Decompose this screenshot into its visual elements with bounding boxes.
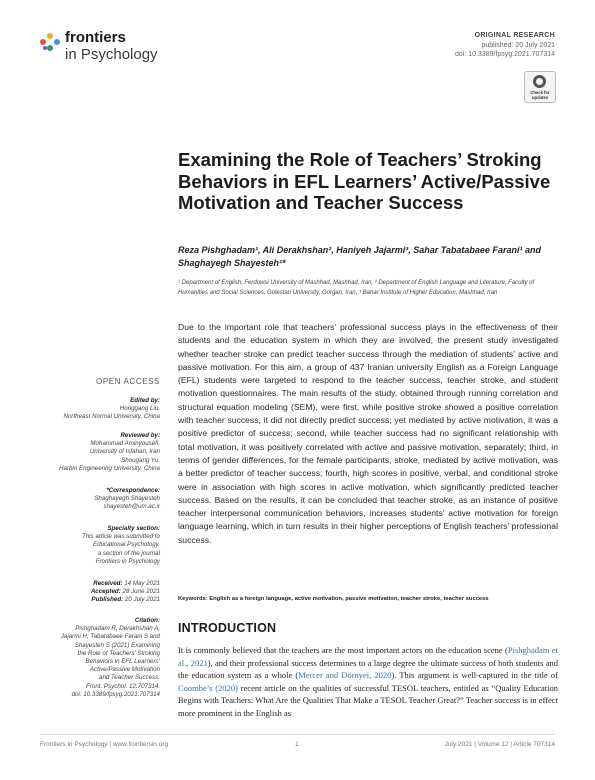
section-heading-introduction: INTRODUCTION <box>178 621 277 635</box>
correspondence-email[interactable]: shayesteh@um.ac.ir <box>103 503 160 511</box>
check-updates-icon <box>533 75 546 88</box>
check-updates-label: Check for updates <box>530 90 550 100</box>
accepted-value: 28 June 2021 <box>122 588 160 596</box>
specialty-line: Educational Psychology, <box>93 541 160 549</box>
citation-link[interactable]: Mercer and Dörnyei, 2020 <box>298 670 392 681</box>
keywords <box>178 595 578 603</box>
article-type: ORIGINAL RESEARCH <box>474 32 555 39</box>
citation-label: Citation: <box>134 617 160 624</box>
logo-line2: in Psychology <box>65 46 158 63</box>
specialty-section <box>40 525 160 566</box>
affiliations: ¹ Department of English, Ferdowsi University of Mashhad, Mashhad, Iran, ² Department of English Language and Literature, Faculty of Humanities and Social Sciences, Golestan University, Gorgan, Iran, ³ Bahar Institute of Higher Education, Mashhad, Iran <box>178 280 535 296</box>
reviewed-by-label: Reviewed by: <box>120 432 160 439</box>
editor-line: Honggang Liu, <box>119 405 160 413</box>
introduction-paragraph <box>178 644 558 720</box>
citation-line: the Role of Teachers’ Stroking <box>77 649 160 657</box>
correspondence-label: *Correspondence: <box>106 487 160 494</box>
intro-text-3: ). This argument is well-captured in the title of <box>391 670 558 681</box>
reviewer-line: University of Isfahan, Iran <box>89 448 160 456</box>
citation-line: Active/Passive Motivation <box>89 666 160 674</box>
dates-section <box>40 580 160 605</box>
citation-line: doi: 10.3389/fpsyg.2021.707314 <box>71 690 160 698</box>
citation-section <box>40 617 160 699</box>
specialty-line: This article was submitted to <box>81 533 160 541</box>
reviewer-line: Harbin Engineering University, China <box>59 464 160 472</box>
citation-line: and Teacher Success. <box>99 674 160 682</box>
received-value: 14 May 2021 <box>124 580 160 587</box>
footer-journal[interactable]: Frontiers in Psychology | www.frontiersin.org <box>40 741 169 748</box>
published-date: published: 20 July 2021 <box>481 42 555 49</box>
editor-line: Northeast Normal University, China <box>63 413 160 421</box>
correspondence-section <box>40 487 160 512</box>
page-number: 1 <box>295 741 299 748</box>
abstract: Due to the important role that teachers’ professional success plays in the effectiveness of their students and the education system in which they are involved, the present study investigated whether teacher stroke can predict teacher success through the mediation of students’ active and passive motivation. For this aim, a group of 437 Iranian university English as a Foreign Language (EFL) students were targeted to respond to the teacher success, teacher stroke, and student motivation questionnaires. The main results of the study, obtained through running correlation and structural equation modeling (SEM), were first, while positive stroke showed a positive correlation with teacher success, it did not directly predict success; yet mediated by active motivation, it was a positive predictor of success; second, while teacher success had no significant relationship with total motivation, it was positively correlated with active and passive motivation, separately; third, in terms of gender differences, for the female participants, stroke, mediated by active motivation, was a better predictor of teacher success; fourth, high scores in positive, verbal, and conditional stroke were in association with high scores in active motivation, which significantly predicted teacher success. Based on the results, it can be concluded that teacher stroke, as an instance of positive teacher interpersonal communication behaviors, increases students’ active motivation for foreign language learning, which in turn results in their higher perceptions of English teachers’ professional success. <box>178 322 558 545</box>
reviewer-line: Shougang Yu, <box>121 456 160 464</box>
footer-divider <box>40 734 555 735</box>
citation-line: Front. Psychol. 12:707314. <box>86 682 160 690</box>
article-title: Examining the Role of Teachers’ Stroking Behaviors in EFL Learners’ Active/Passive Motivation and Teacher Success <box>178 149 551 213</box>
reviewer-line: Mohammad Aminyousefi, <box>90 440 160 448</box>
journal-logo[interactable] <box>40 27 180 67</box>
author-list: Reza Pishghadam¹, Ali Derakhshan², Haniyeh Jajarmi³, Sahar Tabatabaee Farani¹ and Shaghayegh Shayesteh¹* <box>178 245 541 268</box>
accepted-date <box>40 588 160 596</box>
article-doi[interactable]: doi: 10.3389/fpsyg.2021.707314 <box>454 51 555 58</box>
specialty-line: Frontiers in Psychology <box>95 557 160 565</box>
footer-issue: July 2021 | Volume 12 | Article 707314 <box>444 741 555 748</box>
intro-text-1: It is commonly believed that the teachers are the most important actors on the education scene ( <box>178 645 508 655</box>
logo-line1: frontiers <box>65 29 126 46</box>
received-label: Received: <box>93 580 123 587</box>
accepted-label: Accepted: <box>90 588 121 596</box>
intro-text-4: recent article on the qualities of successful TESOL teachers, entitled as “Quality Education Begins with Teachers: What Are the Qualities That Make a TESOL Teacher Great?” Teacher success is in effect more prominent in the English as <box>178 682 558 718</box>
published-value: 20 July 2021 <box>124 596 160 604</box>
intro-text-2: ), and their professional success determines to a large degree the ultimate success of both students and the education system as a whole ( <box>178 657 558 681</box>
published-date-side <box>40 596 160 604</box>
edited-by-label: Edited by: <box>130 397 160 404</box>
correspondence-name: Shaghayegh Shayesteh <box>94 495 160 503</box>
citation-line: Pishghadam R, Derakhshan A, <box>75 625 160 633</box>
published-label: Published: <box>91 596 124 604</box>
check-updates-badge[interactable] <box>524 71 556 103</box>
open-access-label: OPEN ACCESS <box>96 377 160 386</box>
frontiers-logo-icon <box>40 31 62 53</box>
specialty-label: Specialty section: <box>107 525 160 532</box>
reviewed-by-section <box>40 432 160 473</box>
edited-by-section <box>40 397 160 422</box>
citation-line: Shayesteh S (2021) Examining <box>74 641 160 649</box>
specialty-line: a section of the journal <box>97 549 160 557</box>
keywords-label: Keywords: <box>178 596 208 602</box>
citation-link[interactable]: Pishghadam et al., 2021 <box>178 645 558 668</box>
citation-line: Jajarmi H, Tabatabaee Farani S and <box>60 633 160 641</box>
received-date <box>40 580 160 588</box>
citation-link[interactable]: Coombe’s (2020) <box>178 682 238 693</box>
keywords-list: English as a foreign language, active motivation, passive motivation, teacher stroke, teacher success <box>209 596 489 602</box>
citation-line: Behaviors in EFL Learners’ <box>85 658 160 666</box>
